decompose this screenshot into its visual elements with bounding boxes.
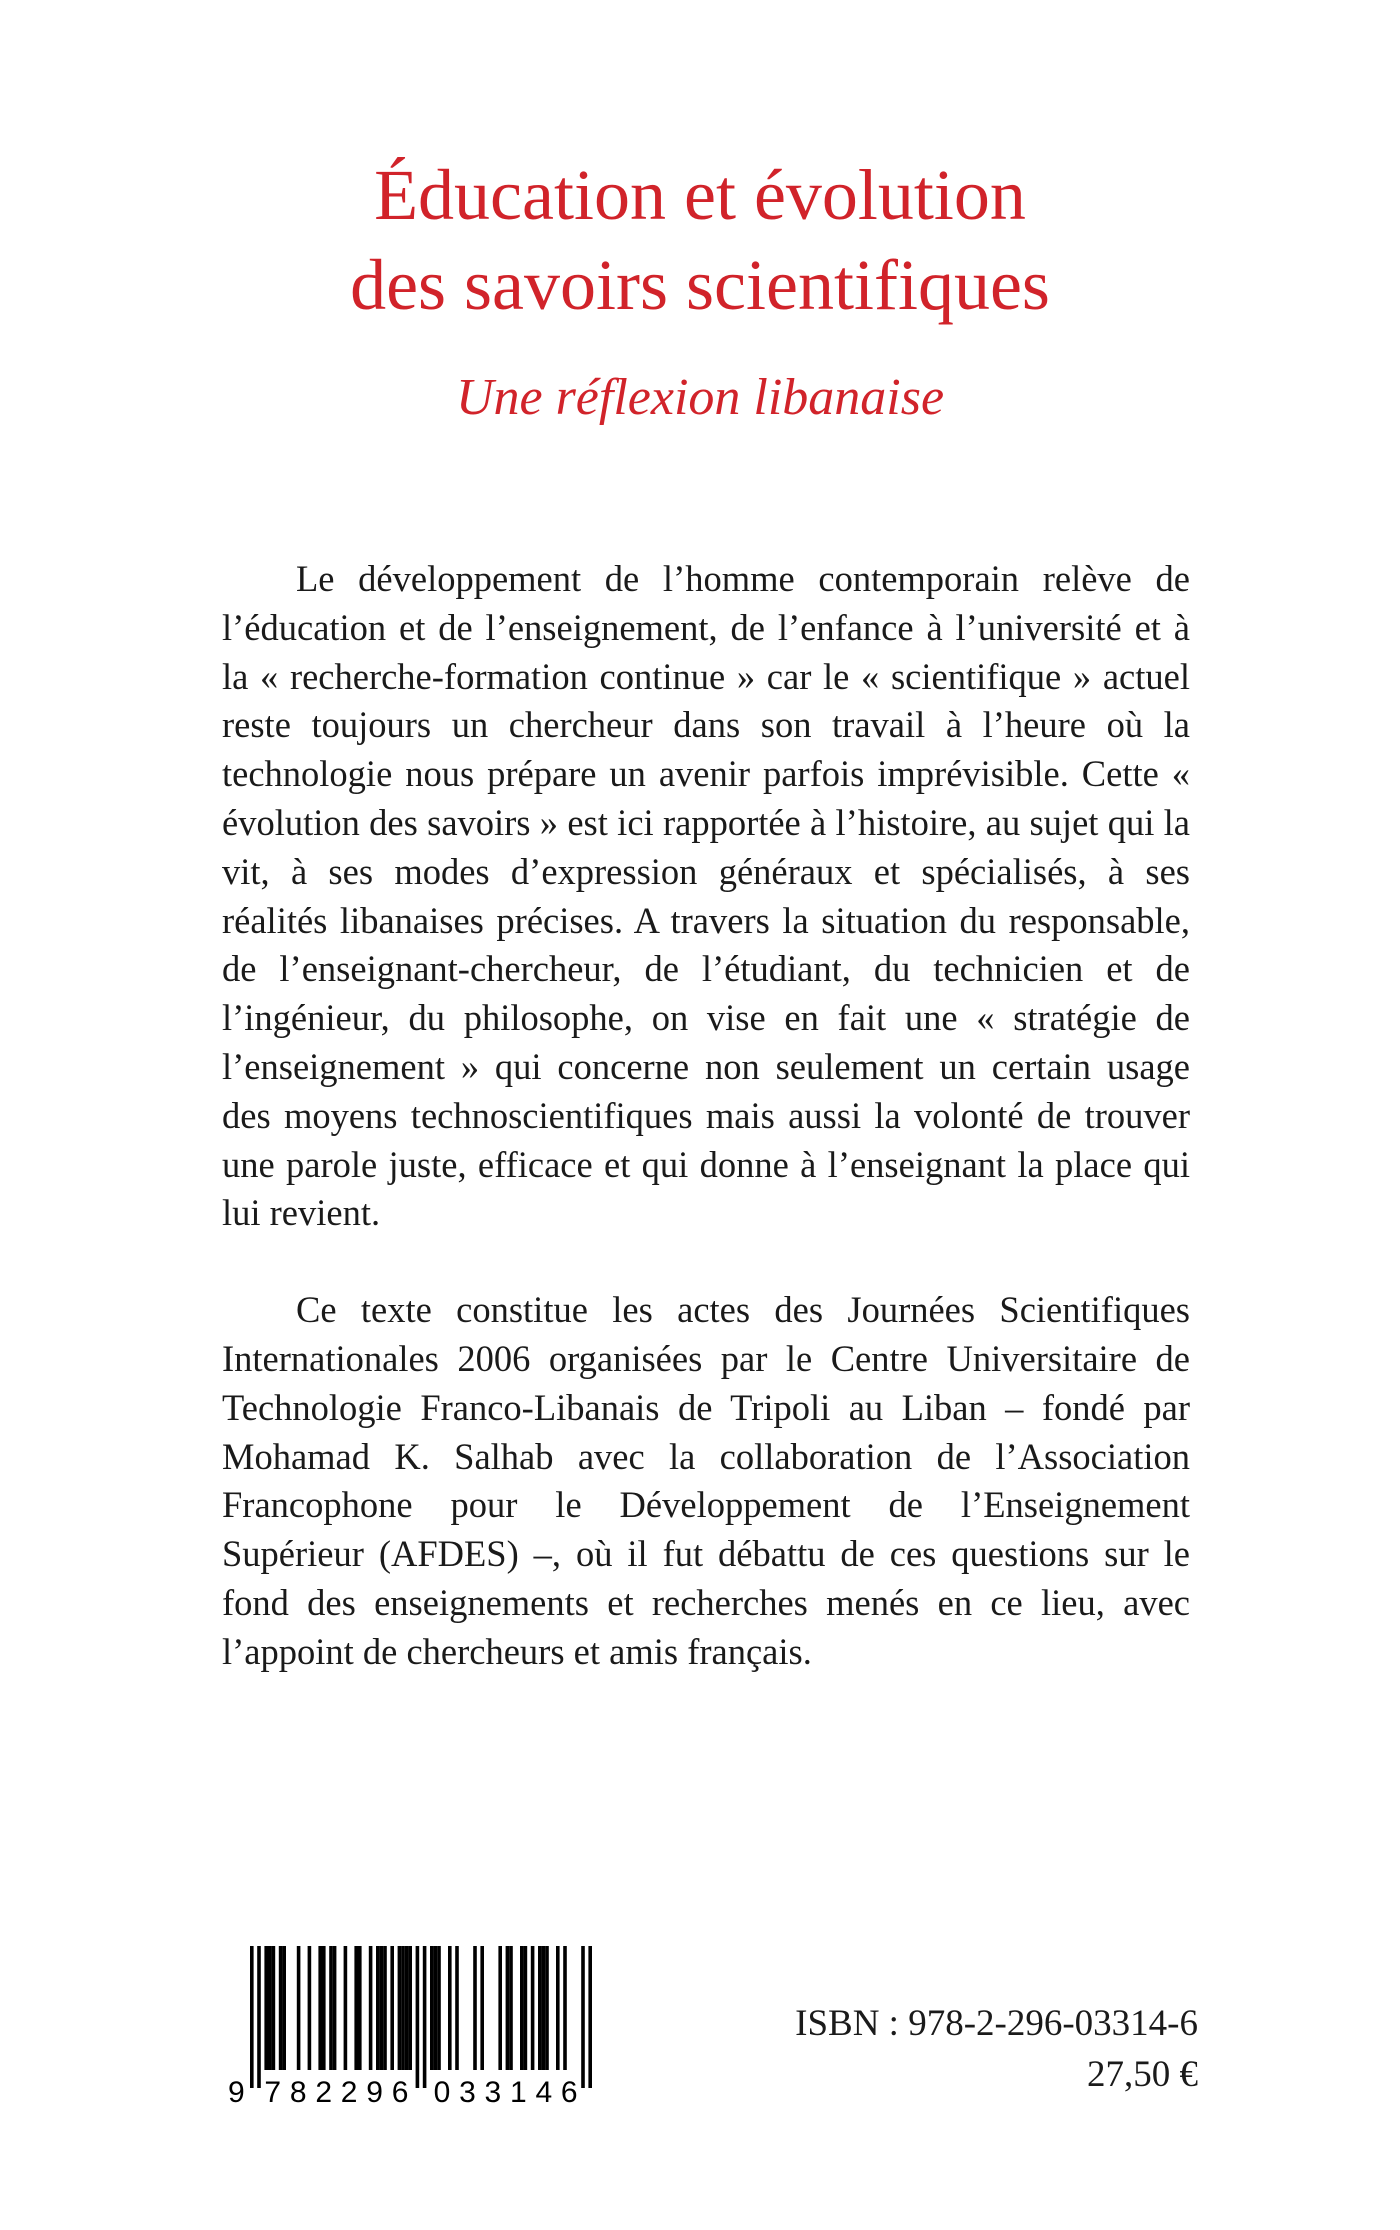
barcode-bar: [282, 1946, 286, 2070]
barcode-bar: [542, 1946, 546, 2070]
barcode-bar: [354, 1946, 358, 2070]
barcode-bar: [455, 1946, 459, 2070]
barcode-bar: [588, 1946, 592, 2088]
barcode-right-digits: 033146: [433, 2076, 578, 2108]
barcode-bar: [563, 1946, 567, 2070]
blurb-paragraph-2: Ce texte constitue les actes des Journées Scientifiques Internationales 2006 organisées par le Centre Universitaire de Technologie Franco-Libanais de Tripoli au Liban – fondé par Mohamad K. Salhab avec la collaboration de l’Association Francophone pour le Développement de l’Enseignement Supérieur (AFDES) –, où il fut débattu de ces questions sur le fond des enseignements et recherches menés en ce lieu, avec l’appoint de chercheurs et amis français.: [222, 1289, 1190, 1672]
barcode-bar: [358, 1946, 362, 2070]
barcode-left-digits: 782296: [264, 2076, 409, 2108]
barcode-bar: [272, 1946, 276, 2070]
barcode-bar: [250, 1946, 254, 2088]
title-line-1: Éducation et évolution: [374, 155, 1026, 235]
barcode-bar: [423, 1946, 427, 2088]
barcode-bar: [480, 1946, 484, 2070]
title-line-2: des savoirs scientifiques: [350, 245, 1050, 325]
book-price: 27,50 €: [1087, 2054, 1198, 2095]
barcode-bar: [405, 1946, 409, 2070]
barcode: [222, 1942, 610, 2108]
blurb-paragraph-1: Le développement de l’homme contemporain relève de l’éducation et de l’enseignement, de l’enfance à l’université et à la « recherche-formation continue » car le « scientifique » actuel reste toujours un chercheur dans son travail à l’heure où la technologie nous prépare un avenir parfois imprévisible. Cette « évolution des savoirs » est ici rapportée à l’histoire, au sujet qui la vit, à ses modes d’expression généraux et spécialisés, à ses réalités libanaises précises. A travers la situation du responsable, de l’enseignant-chercheur, de l’étudiant, du technicien et de l’ingénieur, du philosophe, on vise en fait une « stratégie de l’enseignement » qui concerne non seulement un certain usage des moyens technoscientifiques mais aussi la volonté de trouver une parole juste, efficace et qui donne à l’enseignant la place qui lui revient.: [222, 558, 1190, 1234]
barcode-bar: [322, 1946, 326, 2070]
barcode-bar: [434, 1946, 438, 2070]
barcode-bar: [380, 1946, 384, 2070]
barcode-bar: [390, 1946, 394, 2070]
barcode-bar: [416, 1946, 420, 2088]
barcode-first-digit: 9: [228, 2076, 245, 2108]
barcode-bar: [308, 1946, 312, 2070]
barcode-bar: [538, 1946, 542, 2070]
barcode-bar: [329, 1946, 333, 2070]
barcode-bar: [333, 1946, 337, 2070]
isbn-number: ISBN : 978-2-296-03314-6: [795, 2003, 1198, 2044]
book-subtitle: Une réflexion libanaise: [455, 369, 945, 426]
barcode-bar: [344, 1946, 348, 2070]
barcode-bar: [581, 1946, 585, 2088]
barcode-bar: [318, 1946, 322, 2070]
barcode-bar: [473, 1946, 477, 2070]
barcode-bar: [506, 1946, 510, 2070]
barcode-bar: [524, 1946, 528, 2070]
barcode-bar: [509, 1946, 513, 2070]
barcode-bar: [498, 1946, 502, 2070]
barcode-bar: [520, 1946, 524, 2070]
book-title: [0, 150, 1400, 330]
barcode-bar: [430, 1946, 434, 2070]
barcode-bar: [408, 1946, 412, 2070]
barcode-bar: [531, 1946, 535, 2070]
barcode-bar: [545, 1946, 549, 2070]
barcode-bar: [369, 1946, 373, 2070]
barcode-bar: [257, 1946, 261, 2088]
barcode-bar: [383, 1946, 387, 2070]
back-cover-blurb: [222, 555, 1190, 1677]
barcode-bar: [376, 1946, 380, 2070]
barcode-bar: [264, 1946, 268, 2070]
barcode-bar: [279, 1946, 283, 2070]
barcode-bar: [437, 1946, 441, 2070]
barcode-bar: [398, 1946, 402, 2070]
barcode-bars: [250, 1946, 592, 2088]
barcode-bar: [268, 1946, 272, 2070]
barcode-bar: [448, 1946, 452, 2070]
barcode-bar: [556, 1946, 560, 2070]
barcode-bar: [401, 1946, 405, 2070]
barcode-bar: [297, 1946, 301, 2070]
